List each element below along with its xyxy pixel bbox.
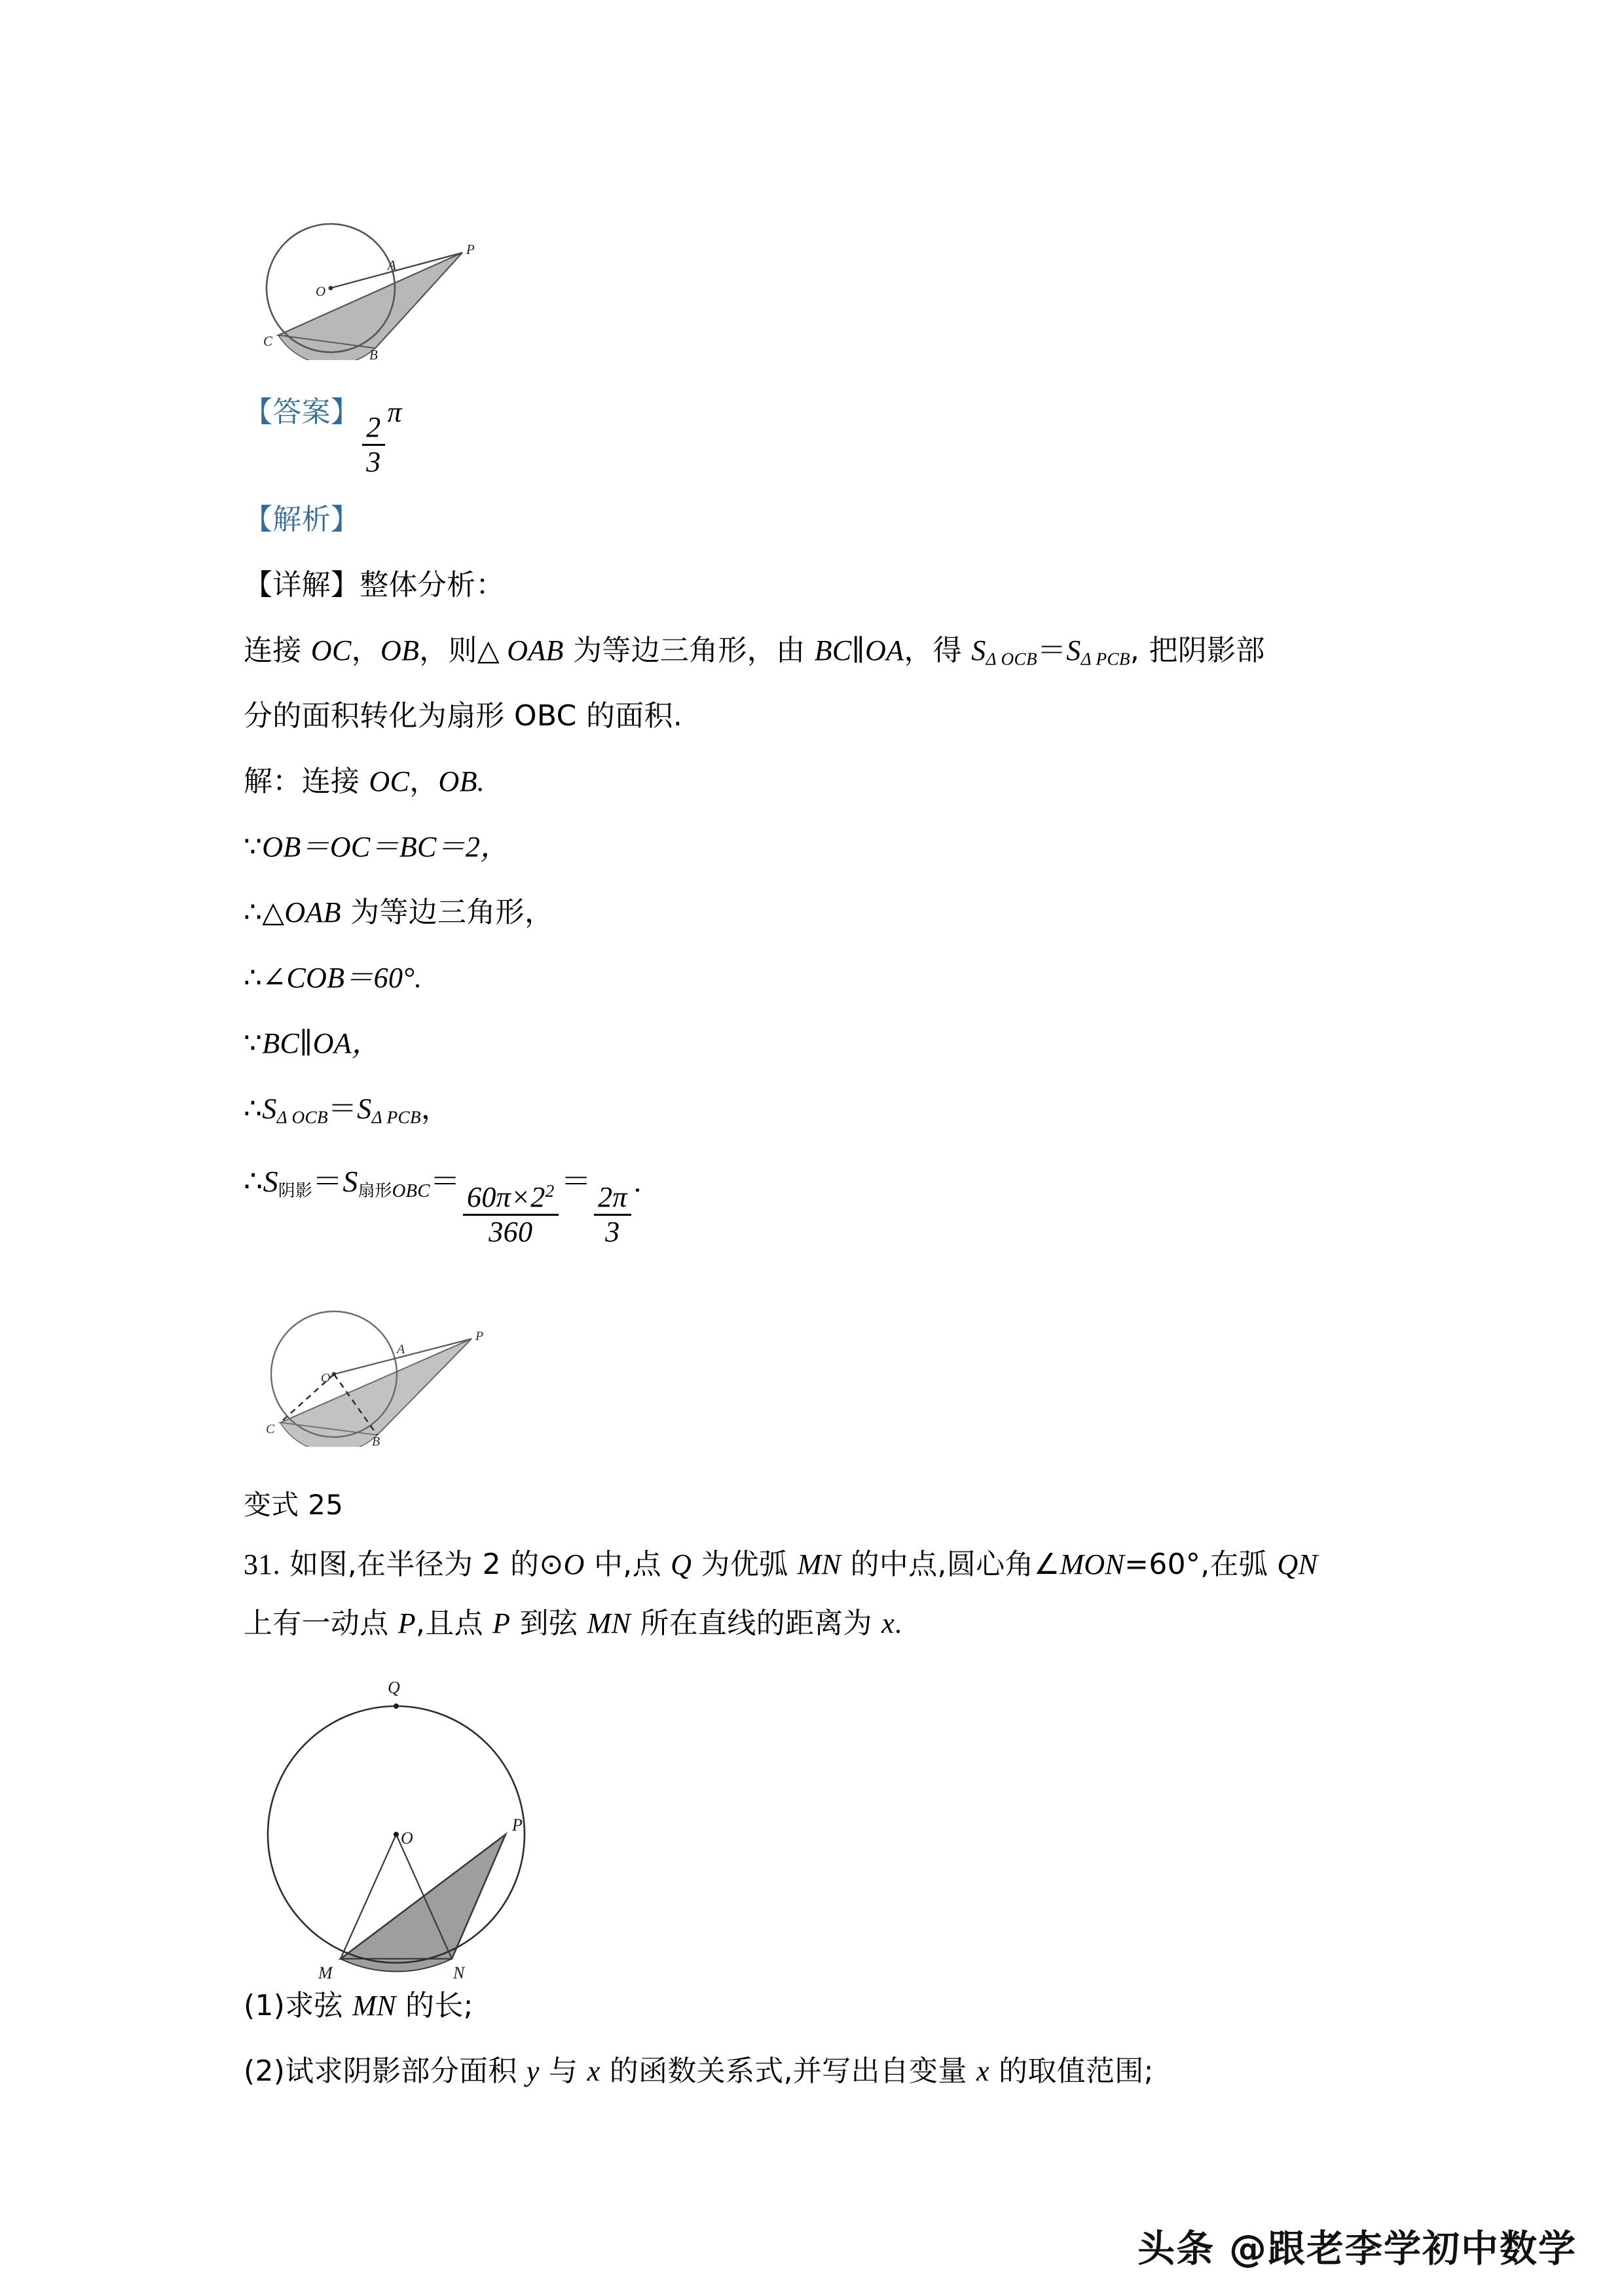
- label-p: P: [512, 1815, 523, 1834]
- answer-pi-symbol: π: [387, 396, 402, 428]
- label-b: B: [369, 347, 378, 360]
- detail-heading: 整体分析：: [360, 568, 505, 602]
- problem-31-number: 31.: [244, 1548, 280, 1580]
- proof-step-5: [244, 1092, 451, 1127]
- problem-31-l2-mn: MN: [587, 1607, 631, 1639]
- point-q-dot: [394, 1704, 399, 1709]
- figure-2-container: [248, 1280, 529, 1447]
- detail-p1-bc-parallel-oa: BC∥OA: [814, 634, 904, 666]
- circle-tangent-figure-2-with-construction: [248, 1280, 529, 1447]
- step-3-text: ∠COB＝60°.: [262, 962, 422, 994]
- point-o-dot: [394, 1832, 399, 1837]
- final-equals-1: ＝: [312, 1165, 343, 1198]
- problem-31-l2-b: ,且点: [415, 1607, 493, 1640]
- detail-p1-triangle: △ OAB: [477, 634, 564, 666]
- step-5-mark: ∴: [244, 1093, 263, 1125]
- detail-tag: 【详解】: [244, 568, 360, 602]
- proof-step-3: [244, 964, 422, 993]
- final-s2: S: [342, 1165, 358, 1198]
- final-equals-3: ＝: [561, 1165, 591, 1198]
- problem-31-l2-d: 所在直线的距离为: [631, 1607, 882, 1640]
- circle-mnp-shaded-figure: [262, 1656, 629, 1984]
- problem-31-l2-p1: P: [397, 1607, 416, 1639]
- detail-heading-row: [244, 568, 505, 602]
- point-o-dot: [329, 286, 333, 291]
- detail-p1-s1: S: [971, 634, 986, 666]
- step-3-mark: ∴: [244, 962, 263, 994]
- problem-31-l1-c: 为优弧: [692, 1548, 798, 1581]
- circle-tangent-figure-1: [242, 196, 524, 360]
- step-5-s1: S: [262, 1093, 277, 1125]
- step-5-s1-subscript: Δ OCB: [276, 1107, 328, 1127]
- final-period: .: [633, 1165, 642, 1198]
- final-frac1-num-text: 60π×2: [466, 1180, 545, 1213]
- label-c: C: [266, 1422, 275, 1436]
- proof-step-2: [244, 898, 553, 927]
- detail-p1-oc: OC: [310, 634, 352, 666]
- step-5-equals: ＝: [327, 1093, 358, 1125]
- answer-row: [244, 395, 402, 478]
- detail-p1-c: ，则: [419, 634, 477, 667]
- subquestion-2-italic-y: y: [526, 2055, 540, 2087]
- label-n: N: [453, 1963, 465, 1982]
- detail-p1-equals: ＝: [1037, 634, 1067, 666]
- subquestion-2-suffix: 的取值范围;: [989, 2054, 1154, 2088]
- step-1-text: OB＝OC＝BC＝2，: [262, 831, 509, 863]
- footer-watermark: 头条 @跟老李学初中数学: [1137, 2227, 1577, 2270]
- final-fraction-2: [594, 1182, 631, 1247]
- subquestion-2-mid-1: 与: [539, 2054, 587, 2088]
- answer-tag: 【答案】: [244, 395, 360, 429]
- final-fraction-1-numerator: [463, 1182, 559, 1216]
- problem-31-l1-b: 中,点: [584, 1548, 671, 1581]
- subquestion-2-prefix: (2)试求阴影部分面积: [244, 2054, 526, 2088]
- problem-31-l2-p2: P: [492, 1607, 511, 1639]
- problem-31-l1-mn: MN: [797, 1548, 841, 1580]
- label-p: P: [466, 242, 475, 257]
- label-c: C: [263, 333, 273, 349]
- subquestion-1-italic-mn: MN: [352, 1990, 396, 2022]
- detail-p1-d: 为等边三角形，由: [563, 634, 815, 667]
- label-a: A: [397, 1342, 405, 1357]
- proof-step-4: [244, 1029, 380, 1058]
- answer-numerator: 2: [362, 412, 384, 446]
- problem-31-l2-a: 上有一动点: [244, 1607, 398, 1640]
- problem-31-l2-c: 到弦: [510, 1607, 587, 1640]
- solve-ob: OB.: [438, 765, 485, 797]
- step-4-mark: ∵: [244, 1027, 263, 1059]
- answer-denominator: 3: [366, 445, 381, 478]
- step-4-text: BC∥OA，: [262, 1027, 381, 1059]
- label-p: P: [475, 1329, 484, 1343]
- subquestion-1-suffix: 的长;: [396, 1989, 473, 2022]
- problem-31-l1-o: O: [563, 1548, 585, 1580]
- subquestion-2-italic-x-1: x: [587, 2055, 600, 2087]
- final-s2-subscript-cn: 扇形: [358, 1181, 392, 1201]
- variant-label: 变式 25: [244, 1489, 344, 1521]
- subquestion-1: [244, 1989, 473, 2022]
- solve-comma: ，: [409, 765, 439, 798]
- problem-31-l1-q: Q: [671, 1548, 692, 1580]
- final-frac1-num-exponent: 2: [545, 1180, 555, 1201]
- final-fraction-1-denominator: 360: [489, 1215, 533, 1248]
- final-formula: [244, 1167, 642, 1247]
- problem-31-line-1: [244, 1550, 1318, 1579]
- problem-31-l1-a: 如图,在半径为 2 的⊙: [280, 1548, 564, 1581]
- step-5-end: ，: [420, 1092, 451, 1125]
- solve-label: 解：连接: [244, 765, 369, 798]
- final-fraction-1: [463, 1182, 559, 1247]
- step-1-mark: ∵: [244, 831, 263, 863]
- shaded-segment-mn: [341, 1959, 452, 1971]
- label-q: Q: [388, 1678, 400, 1697]
- final-mark: ∴: [244, 1165, 263, 1198]
- detail-p1-ob: OB: [380, 634, 420, 666]
- step-5-s2-subscript: Δ PCB: [371, 1107, 421, 1127]
- detail-p1-f: , 把阴影部: [1130, 634, 1265, 667]
- label-b: B: [372, 1434, 380, 1447]
- step-2-triangle: △OAB: [262, 896, 341, 928]
- detail-p1-s1-subscript: Δ OCB: [986, 649, 1037, 669]
- final-equals-2: ＝: [430, 1165, 460, 1198]
- proof-step-1: [244, 833, 509, 862]
- problem-31-line-2: [244, 1609, 902, 1638]
- figure-1-container: [242, 196, 524, 360]
- step-5-s2: S: [357, 1093, 372, 1125]
- subquestion-2-italic-x-2: x: [976, 2055, 989, 2087]
- figure-3-container: [262, 1656, 629, 1984]
- final-fraction-2-numerator: 2π: [594, 1182, 631, 1216]
- detail-p1-a: 连接: [244, 634, 311, 667]
- solve-line: [244, 767, 485, 796]
- detail-p1-s2-subscript: Δ PCB: [1080, 649, 1130, 669]
- final-s1-subscript: 阴影: [278, 1181, 312, 1201]
- final-s2-subscript-italic: OBC: [392, 1180, 430, 1201]
- answer-fraction: [362, 412, 384, 477]
- problem-31-l1-e: =60°,在弧: [1124, 1548, 1278, 1581]
- subquestion-2-mid-2: 的函数关系式,并写出自变量: [600, 2054, 976, 2088]
- label-o: O: [401, 1829, 413, 1848]
- point-o-dot: [332, 1372, 336, 1376]
- shaded-triangle-mnp: [341, 1834, 506, 1959]
- step-2-mark: ∴: [244, 896, 263, 928]
- solve-oc: OC: [369, 765, 410, 797]
- problem-31-l2-e: .: [894, 1607, 902, 1639]
- problem-31-l1-qn: QN: [1277, 1548, 1318, 1580]
- subquestion-2: [244, 2054, 1154, 2088]
- shaded-triangle-pcb: [278, 253, 462, 348]
- problem-31-l1-d: 的中点,圆心角∠: [841, 1548, 1060, 1581]
- final-s1: S: [263, 1165, 278, 1198]
- label-a: A: [388, 257, 396, 273]
- detail-paragraph-line-2: 分的面积转化为扇形 OBC 的面积.: [244, 699, 683, 733]
- detail-p1-b: ，: [351, 634, 380, 667]
- label-m: M: [318, 1963, 333, 1982]
- subquestion-1-prefix: (1)求弦: [244, 1989, 353, 2022]
- analysis-tag: 【解析】: [244, 503, 360, 536]
- step-2-text: 为等边三角形，: [341, 896, 554, 929]
- problem-31-l1-mon: MON: [1060, 1548, 1125, 1580]
- detail-paragraph-line-1: [244, 636, 1265, 668]
- detail-p1-s2: S: [1066, 634, 1081, 666]
- problem-31-l2-x: x: [881, 1607, 895, 1639]
- detail-p1-e: ，得: [904, 634, 972, 667]
- label-o: O: [316, 283, 326, 299]
- final-fraction-2-denominator: 3: [605, 1215, 620, 1248]
- label-o: O: [321, 1371, 331, 1385]
